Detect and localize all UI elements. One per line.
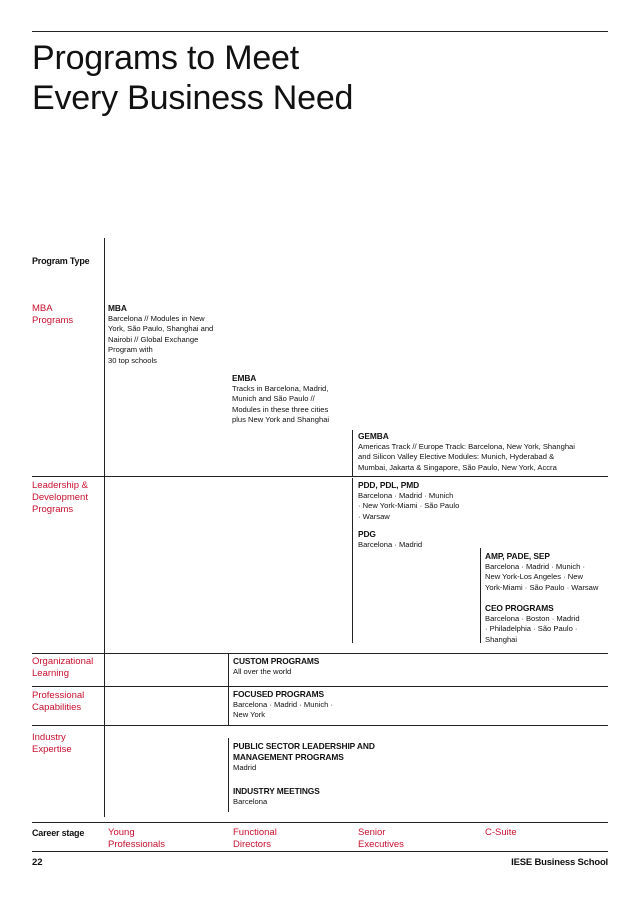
program-custom-name: CUSTOM PROGRAMS	[233, 656, 320, 666]
row-rule-career	[32, 822, 608, 823]
program-pdd-desc: Barcelona · Madrid · Munich · New York-Miami · São Paulo · Warsaw	[358, 491, 460, 521]
row-rule-professional	[32, 686, 608, 687]
focused-span-line	[228, 687, 229, 725]
program-emba-desc: Tracks in Barcelona, Madrid, Munich and São Paulo // Modules in these three cities plus New York and Shanghai	[232, 384, 330, 425]
program-ceo	[485, 603, 580, 645]
program-ceo-name: CEO PROGRAMS	[485, 603, 554, 613]
program-focused	[233, 689, 333, 721]
top-rule	[32, 31, 608, 32]
program-public-sector-name: PUBLIC SECTOR LEADERSHIP AND MANAGEMENT PROGRAMS	[233, 741, 375, 762]
program-public-sector-desc: Madrid	[233, 763, 257, 772]
footer-rule	[32, 851, 608, 852]
program-industry-meetings-desc: Barcelona	[233, 797, 268, 806]
program-pdd	[358, 480, 459, 522]
program-gemba-name: GEMBA	[358, 431, 389, 441]
program-industry-meetings-name: INDUSTRY MEETINGS	[233, 786, 320, 796]
row-label-professional: Professional Capabilities	[32, 690, 85, 713]
program-mba	[108, 303, 213, 366]
career-stage-young-professionals: Young Professionals	[108, 827, 166, 850]
career-stage-functional-directors: Functional Directors	[233, 827, 277, 850]
program-emba-name: EMBA	[232, 373, 257, 383]
custom-span-line	[228, 654, 229, 686]
program-amp-desc: Barcelona · Madrid · Munich · New York-Los Angeles · New York-Miami · São Paulo · Warsaw	[485, 562, 599, 592]
career-stage-label: Career stage	[32, 828, 85, 838]
program-public-sector	[233, 741, 375, 773]
program-amp-name: AMP, PADE, SEP	[485, 551, 550, 561]
program-custom	[233, 656, 319, 677]
title-line-2: Every Business Need	[32, 79, 354, 117]
program-industry-meetings	[233, 786, 320, 807]
program-axis-line	[104, 238, 105, 817]
gemba-span-line	[352, 430, 353, 476]
program-gemba-desc: Americas Track // Europe Track: Barcelona, New York, Shanghai and Silicon Valley Elective Modules: Munich, Hyderabad & Mumbai, Jakarta & Singapore, São Paulo, New York, Accra	[358, 442, 575, 472]
program-emba	[232, 373, 329, 426]
program-pdg-desc: Barcelona · Madrid	[358, 540, 423, 549]
page-number: 22	[32, 857, 43, 868]
program-focused-name: FOCUSED PROGRAMS	[233, 689, 324, 699]
row-label-mba: MBA Programs	[32, 303, 74, 326]
program-mba-name: MBA	[108, 303, 127, 313]
program-pdd-name: PDD, PDL, PMD	[358, 480, 420, 490]
career-stage-senior-executives: Senior Executives	[358, 827, 404, 850]
program-custom-desc: All over the world	[233, 667, 292, 676]
brand-name: IESE Business School	[511, 857, 608, 868]
row-label-organizational: Organizational Learning	[32, 656, 94, 679]
leadership-span-line	[352, 478, 353, 643]
row-label-industry: Industry Expertise	[32, 732, 72, 755]
program-mba-desc: Barcelona // Modules in New York, São Paulo, Shanghai and Nairobi // Global Exchange Program with 30 top schools	[108, 314, 214, 365]
program-focused-desc: Barcelona · Madrid · Munich · New York	[233, 700, 334, 720]
title-line-1: Programs to Meet	[32, 39, 300, 77]
career-stage-c-suite: C-Suite	[485, 827, 517, 838]
program-ceo-desc: Barcelona · Boston · Madrid · Philadelphia · São Paulo · Shanghai	[485, 614, 580, 644]
page-title	[32, 38, 353, 118]
row-rule-industry	[32, 725, 608, 726]
program-pdg	[358, 529, 422, 550]
program-pdg-name: PDG	[358, 529, 376, 539]
program-type-label: Program Type	[32, 256, 90, 266]
program-amp	[485, 551, 598, 593]
program-gemba	[358, 431, 575, 473]
row-rule-leadership	[32, 476, 608, 477]
industry-span-line	[228, 738, 229, 812]
row-label-leadership: Leadership & Development Programs	[32, 480, 88, 515]
row-rule-organizational	[32, 653, 608, 654]
amp-span-line	[480, 548, 481, 643]
